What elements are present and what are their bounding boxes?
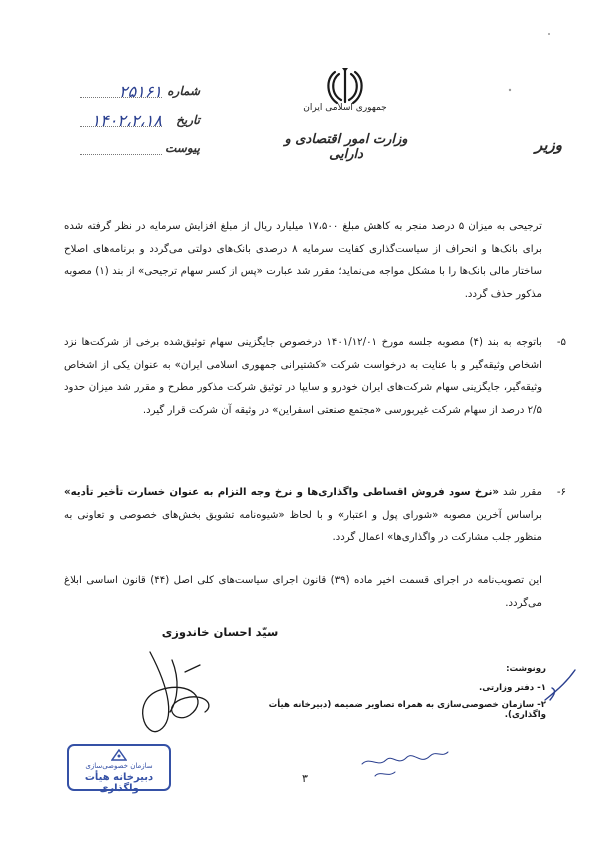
signatory-name: سیّد احسان خاندوزی: [161, 625, 279, 639]
stamp-org: سازمان خصوصی‌سازی: [85, 762, 153, 770]
item-5-text: باتوجه به بند (۴) مصوبه جلسه مورخ ۱۴۰۱/۱۲/۰۱ درخصوص جایگزینی سهام توثیق‌شده برخی از شرکت‌ها نزد اشخاص وثیقه‌گیر و با عنایت به درخواست شرکت «کشتیرانی جمهوری اسلامی ایران» به عنوان یکی از اشخاص وثیقه‌گیر، جایگزینی سهام شرکت‌های ایران خودرو و سایپا در توثیق شرکت مذکور مطرح و مقرر شد میزان حدود ۲/۵ درصد از سهام شرکت غیربورسی «مجتمع صنعتی اسفراین» در وثیقه آن شرکت قرار گیرد.: [64, 337, 543, 416]
letter-number: ۲۵۱۶۱: [119, 82, 162, 101]
ministry-name: وزارت امور اقتصادی و دارایی: [284, 132, 408, 162]
intro-paragraph: ترجیحی به میزان ۵ درصد منجر به کاهش مبلغ ۱۷،۵۰۰ میلیارد ریال از مبلغ افزایش سرمایه در نظر گرفته شده برای بانک‌ها و انحراف از سیاست‌گذاری کفایت سرمایه ۸ درصدی بانک‌های دولتی می‌گردد و برنامه‌های اصلاح ساختار مالی بانک‌ها را با مشکل مواجه می‌نماید؛ مقرر شد عبارت «پس از کسر سهام ترجیحی» از بند (۱) مصوبه مذکور حذف گردد.: [64, 221, 542, 300]
item-6-bold-phrase: «نرخ سود فروش اقساطی واگذاری‌ها و نرخ وجه التزام به عنوان خسارت تأخیر تأدیه»: [64, 487, 500, 498]
cc-label: رونوشت:: [506, 664, 546, 674]
closing-paragraph: این تصویب‌نامه در اجرای قسمت اخیر ماده (۳۹) قانون اجرای سیاست‌های کلی اصل (۴۴) قانون اساسی ابلاغ می‌گردد.: [64, 575, 542, 609]
stamp-logo-icon: [111, 749, 127, 761]
item-5-number: ۵-: [556, 337, 566, 348]
corner-marks: [509, 33, 550, 91]
stamp-title: دبیرخانه هیأت واگذاری: [84, 772, 154, 794]
secretariat-stamp: [67, 744, 171, 794]
item-6-rest: براساس آخرین مصوبه «شورای پول و اعتبار» و با لحاظ «شیوه‌نامه تشویق بخش‌های خصوصی و تعاونی به منظور جلب مشارکت در واگذاری‌ها» اعمال گردد.: [64, 509, 542, 543]
number-label: شماره: [167, 84, 200, 98]
attachment-label: پیوست: [165, 141, 200, 155]
date-label: تاریخ: [176, 113, 200, 127]
government-name: جمهوری اسلامی ایران: [303, 103, 387, 113]
handwritten-note: [362, 752, 448, 776]
item-6-number: ۶-: [556, 487, 566, 498]
cc-item-2: ۲- سازمان خصوصی‌سازی به همراه تصاویر ضمیمه (دبیرخانه هیأت واگذاری).: [268, 700, 546, 720]
minister-signature: [143, 652, 209, 732]
item-6-lead: مقرر شد: [499, 487, 542, 498]
page-number: ۳: [302, 772, 308, 785]
letter-date: ۱۴۰۲،۲،۱۸: [91, 111, 162, 130]
cc-item-1: ۱- دفتر وزارتی.: [478, 683, 546, 693]
approval-initials: [545, 670, 575, 700]
minister-title: وزیر: [535, 136, 562, 154]
